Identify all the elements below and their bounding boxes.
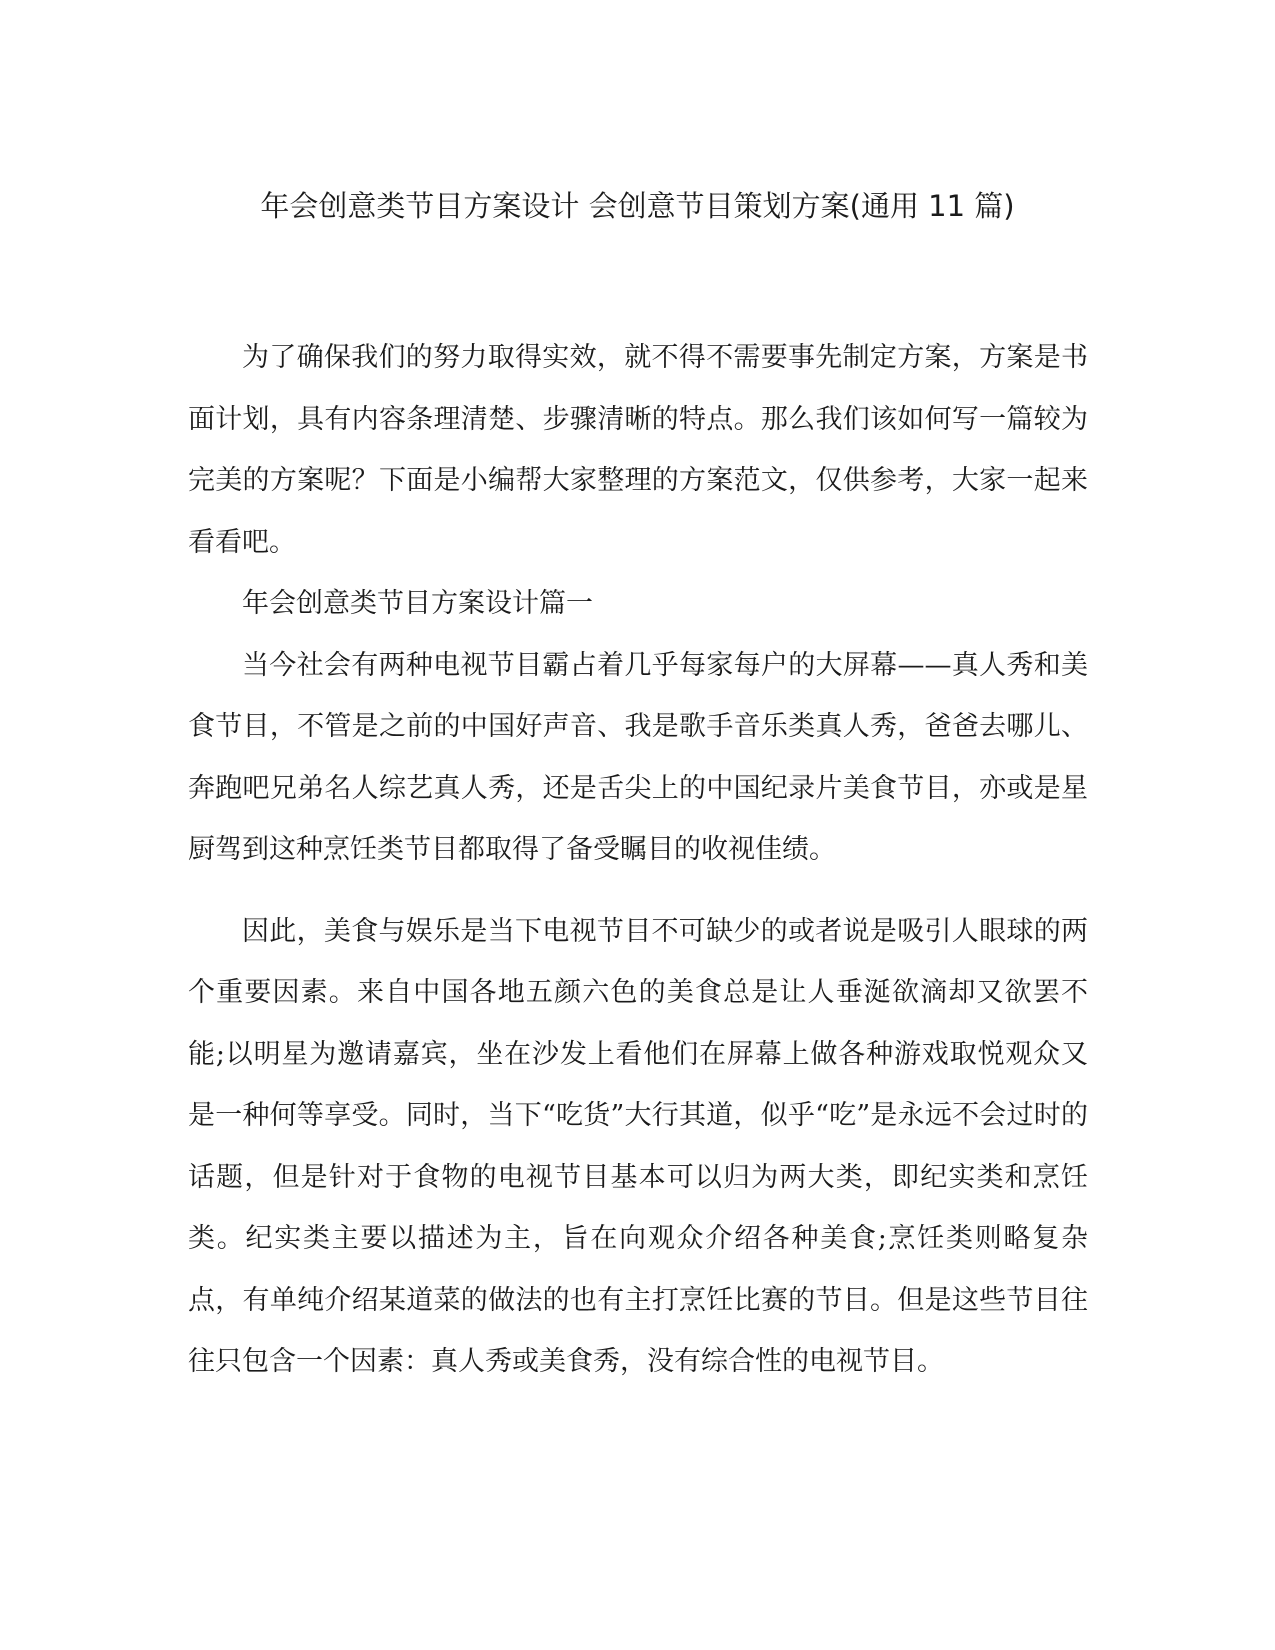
section-heading: 年会创意类节目方案设计篇一 — [242, 588, 593, 619]
document-body — [188, 327, 1088, 1393]
paragraph: 当今社会有两种电视节目霸占着几乎每家每户的大屏幕——真人秀和美食节目，不管是之前的中国好声音、我是歌手音乐类真人秀，爸爸去哪儿、奔跑吧兄弟名人综艺真人秀，还是舌尖上的中国纪录片美食节目，亦或是星厨驾到这种烹饪类节目都取得了备受瞩目的收视佳绩。 — [188, 649, 1088, 865]
paragraph-intro: 为了确保我们的努力取得实效，就不得不需要事先制定方案，方案是书面计划，具有内容条理清楚、步骤清晰的特点。那么我们该如何写一篇较为完美的方案呢？下面是小编帮大家整理的方案范文，仅供参考，大家一起来看看吧。 — [188, 342, 1088, 558]
paragraph: 因此，美食与娱乐是当下电视节目不可缺少的或者说是吸引人眼球的两个重要因素。来自中国各地五颜六色的美食总是让人垂涎欲滴却又欲罢不能;以明星为邀请嘉宾，坐在沙发上看他们在屏幕上做各种游戏取悦观众又是一种何等享受。同时，当下“吃货”大行其道，似乎“吃”是永远不会过时的话题，但是针对于食物的电视节目基本可以归为两大类，即纪实类和烹饪类。纪实类主要以描述为主，旨在向观众介绍各种美食;烹饪类则略复杂点，有单纯介绍某道菜的做法的也有主打烹饪比赛的节目。但是这些节目往往只包含一个因素：真人秀或美食秀，没有综合性的电视节目。 — [188, 915, 1088, 1377]
document-title: 年会创意类节目方案设计 会创意节目策划方案(通用 11 篇) — [260, 189, 1015, 223]
